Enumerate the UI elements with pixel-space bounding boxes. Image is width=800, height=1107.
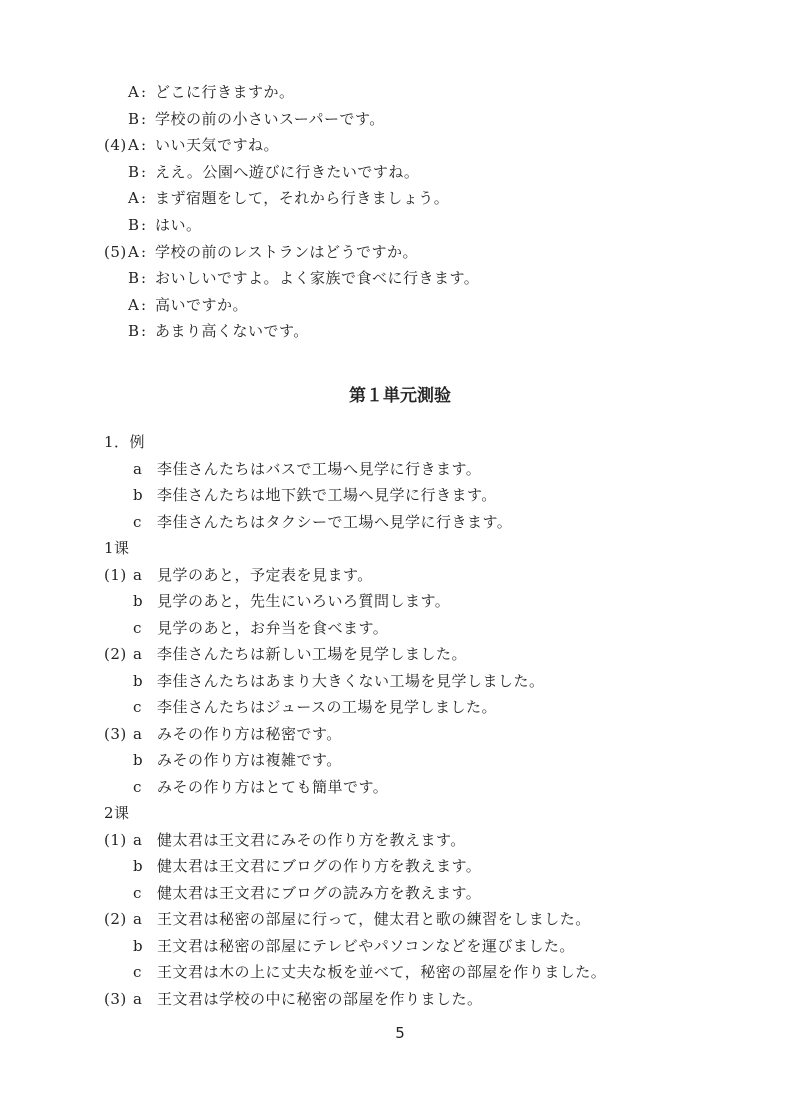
option-text: 王文君は秘密の部屋に行って，健太君と歌の練習をしました。 [157,910,591,928]
question-number: (3) [104,724,127,743]
colon: : [141,189,147,208]
option-text: 李佳さんたちはジュースの工場を見学しました。 [157,698,497,716]
option-letter: a [133,910,143,928]
dialogue-text: あまり高くないです。 [155,322,309,341]
colon: : [141,136,147,155]
option-letter: a [133,565,143,584]
lesson-heading: 1课 [104,539,130,557]
dialogue-text: はい。 [155,216,202,234]
option-letter: a [133,724,143,743]
colon: : [141,216,147,234]
option-text: 見学のあと，先生にいろいろ質問します。 [157,592,451,610]
colon: : [141,162,147,181]
option-text: みその作り方は秘密です。 [157,724,342,743]
option-text: 健太君は王文君にブログの作り方を教えます。 [157,857,482,875]
option-text: 健太君は王文君にブログの読み方を教えます。 [157,883,482,902]
lesson-heading: 2课 [104,804,130,822]
dialogue-text: 学校の前の小さいスーパーです。 [155,109,385,128]
speaker-label: B [128,109,140,128]
option-text: 李佳さんたちはバスで工場へ見学に行きます。 [157,459,482,478]
example-label: 1．例 [104,433,146,451]
speaker-label: A [128,295,140,314]
dialogue-text: どこに行きますか。 [155,83,295,101]
option-letter: c [133,963,142,981]
option-text: 見学のあと，予定表を見ます。 [157,565,373,584]
colon: : [141,242,147,261]
option-text: 見学のあと，お弁当を食べます。 [157,618,389,637]
dialogue-number: (5) [104,242,127,261]
option-text: みその作り方は複雑です。 [157,751,342,769]
dialogue-number: (4) [104,136,127,155]
speaker-label: A [128,136,140,155]
speaker-label: A [128,189,140,208]
option-letter: b [133,751,144,769]
speaker-label: B [128,269,140,288]
option-letter: b [133,592,144,610]
option-letter: a [133,830,143,849]
speaker-label: B [128,322,140,341]
option-letter: c [133,883,142,902]
option-text: 健太君は王文君にみその作り方を教えます。 [157,830,466,849]
dialogue-text: 学校の前のレストランはどうですか。 [155,242,419,261]
option-letter: b [133,857,144,875]
dialogue-text: ええ。公園へ遊びに行きたいですね。 [155,162,420,181]
speaker-label: B [128,216,140,234]
option-letter: c [133,618,142,637]
colon: : [141,269,147,288]
dialogue-text: まず宿題をして，それから行きましょう。 [155,189,450,208]
option-letter: b [133,486,144,504]
option-letter: a [133,645,143,663]
option-text: 李佳さんたちはあまり大きくない工場を見学しました。 [157,671,545,690]
question-number: (2) [104,910,127,928]
option-text: 王文君は秘密の部屋にテレビやパソコンなどを運びました。 [157,936,575,955]
dialogue-text: 高いですか。 [155,295,249,314]
option-text: 王文君は学校の中に秘密の部屋を作りました。 [157,989,483,1008]
speaker-label: A [128,83,140,101]
colon: : [141,295,147,314]
speaker-label: A [128,242,140,261]
option-text: 李佳さんたちはタクシーで工場へ見学に行きます。 [157,512,513,531]
option-letter: a [133,989,143,1008]
question-number: (2) [104,645,127,663]
question-number: (1) [104,830,127,849]
option-text: 李佳さんたちは地下鉄で工場へ見学に行きます。 [157,486,497,504]
speaker-label: B [128,162,140,181]
option-letter: c [133,777,142,796]
colon: : [141,83,147,101]
section-title: 第１単元測验 [349,386,451,406]
option-letter: a [133,459,143,478]
option-letter: c [133,512,142,531]
dialogue-text: いい天気ですね。 [155,136,280,155]
page-number: 5 [395,1024,405,1042]
colon: : [141,322,147,341]
option-letter: b [133,936,144,955]
dialogue-text: おいしいですよ。よく家族で食べに行きます。 [155,269,480,288]
question-number: (3) [104,989,127,1008]
question-number: (1) [104,565,127,584]
option-letter: b [133,671,144,690]
option-text: みその作り方はとても簡単です。 [157,777,389,796]
colon: : [141,109,147,128]
option-text: 李佳さんたちは新しい工場を見学しました。 [157,645,468,663]
option-text: 王文君は木の上に丈夫な板を並べて，秘密の部屋を作りました。 [157,963,607,981]
option-letter: c [133,698,142,716]
